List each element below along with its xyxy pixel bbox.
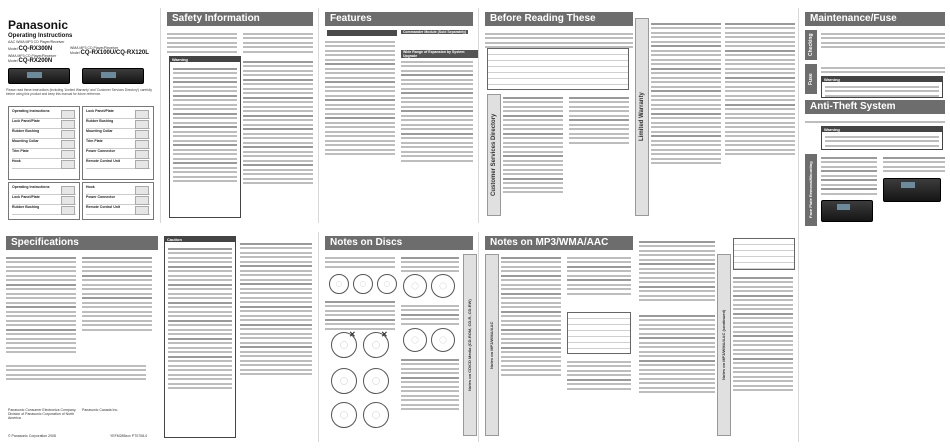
warning-title: Warning	[170, 57, 240, 62]
model-prefix: Model	[8, 47, 18, 51]
list-item: Rubber Bushing	[12, 129, 76, 139]
before-reading-header: Before Reading These	[485, 12, 633, 26]
maintenance-header: Maintenance/Fuse	[805, 12, 945, 26]
list-item: Lock Panel/Plate	[12, 195, 76, 205]
model-compare-table	[487, 48, 629, 90]
safety-text-c	[243, 58, 313, 187]
cover-title: Operating Instructions	[8, 33, 73, 39]
features-panel	[318, 8, 479, 223]
cover-note: Please read these instructions (including 'Limited Warranty' and 'Customer Services Directory') carefully before using this product and keep this manual for future reference.	[6, 88, 152, 96]
safety-text-a	[167, 30, 237, 55]
stereo-image-b	[82, 68, 144, 84]
list-item: Remote Control Unit	[86, 205, 150, 215]
list-item: Lock Panel/Plate	[86, 109, 150, 119]
footer-copyright: © Panasonic Corporation 2008	[8, 434, 56, 438]
safety-header: Safety Information	[167, 12, 313, 26]
features-sub-b: Wide Range of Expansion by System Upgrade	[401, 50, 479, 58]
specs-panel	[0, 232, 318, 442]
features-sub-a: Commander Module (Sold Separately)	[403, 30, 467, 34]
list-item: Hook	[12, 159, 76, 169]
mp3-side-tab-b: Notes on MP3/WMA/AAC (continued)	[717, 254, 731, 436]
antitheft-header: Anti-Theft System	[805, 100, 945, 114]
list-item: Lock Panel/Plate	[12, 119, 76, 129]
safety-text-b	[243, 30, 313, 55]
list-item: Mounting Collar	[86, 129, 150, 139]
disc-icon	[353, 274, 373, 294]
disc-icon	[431, 274, 455, 298]
brand-logo: Panasonic	[8, 18, 69, 32]
maintenance-panel	[798, 8, 950, 442]
disc-icon	[403, 274, 427, 298]
cover-panel	[0, 8, 160, 223]
safety-panel	[160, 8, 319, 223]
list-item: Rubber Bushing	[86, 119, 150, 129]
discs-panel	[318, 232, 479, 442]
face-plate-tab: Face Plate Removal/Mounting	[805, 154, 817, 226]
list-item: Operating Instructions	[12, 109, 76, 119]
list-item: Power Connector	[86, 149, 150, 159]
list-item: Remote Control Unit	[86, 159, 150, 169]
face-plate-illustration-a	[821, 200, 873, 222]
fuse-tab: Fuse	[805, 64, 817, 94]
mp3-header: Notes on MP3/WMA/AAC	[485, 236, 633, 250]
discs-side-tab: Notes on CD/CD Media (CD-ROM, CD-R, CD-RW)	[463, 254, 477, 436]
model-c: WMA MP3 CD Player/Receiver Model CQ-RX100U/CQ-RX120L	[70, 46, 149, 56]
limited-warranty-tab: Limited Warranty	[635, 18, 649, 216]
list-item: Rubber Bushing	[12, 205, 76, 215]
disc-icon	[431, 328, 455, 352]
specs-caution-box: Caution	[164, 236, 236, 438]
disc-icon	[331, 402, 357, 428]
customer-services-tab: Customer Services Directory	[487, 94, 501, 216]
antitheft-warning-box: Warning	[821, 126, 943, 150]
mp3-panel	[478, 232, 799, 442]
included-list-a	[8, 106, 80, 180]
before-reading-panel	[478, 8, 799, 223]
included-list-d	[82, 182, 154, 220]
features-header: Features	[325, 12, 473, 26]
model-b: WMA MP3 CD Player/Receiver Model CQ-RX200N	[8, 54, 57, 64]
prohibited-mark: ✕	[349, 330, 356, 339]
list-item: Hook	[86, 185, 150, 195]
bitrate-table	[733, 238, 795, 270]
mp3-format-table	[567, 312, 631, 354]
prohibited-mark: ✕	[381, 330, 388, 339]
list-item: Trim Plate	[12, 149, 76, 159]
specs-header: Specifications	[6, 236, 158, 250]
safety-warning-box	[169, 56, 241, 218]
list-item: Operating Instructions	[12, 185, 76, 195]
cover-subtitle: AAC WMA MP3 CD Player/Receiver	[8, 40, 65, 44]
included-list-b	[82, 106, 154, 180]
model-a	[8, 46, 52, 52]
disc-icon	[363, 402, 389, 428]
stereo-image-a	[8, 68, 70, 84]
discs-header: Notes on Discs	[325, 236, 473, 250]
footer-code: YEFM285xxx PT0708-0	[110, 434, 148, 438]
model-c-name: CQ-RX100U/CQ-RX120L	[80, 50, 149, 56]
disc-icon	[377, 274, 397, 294]
footer-company: Panasonic Consumer Electronics Company, Division of Panasonic Corporation of North America	[8, 408, 77, 420]
disc-icon	[363, 368, 389, 394]
fuse-warning-box: Warning	[821, 76, 943, 98]
mp3-side-tab: Notes on MP3/WMA/AAC	[485, 254, 499, 436]
footer-company-b: Panasonic Canada Inc.	[82, 408, 119, 412]
included-list-c	[8, 182, 80, 220]
disc-icon	[403, 328, 427, 352]
disc-icon	[331, 368, 357, 394]
face-plate-illustration-b	[883, 178, 941, 202]
list-item: Mounting Collar	[12, 139, 76, 149]
checking-tab: Checking	[805, 30, 817, 60]
disc-icon	[329, 274, 349, 294]
model-b-name: CQ-RX200N	[18, 58, 53, 64]
list-item: Power Connector	[86, 195, 150, 205]
model-a-name: CQ-RX300N	[18, 46, 53, 52]
list-item: Trim Plate	[86, 139, 150, 149]
